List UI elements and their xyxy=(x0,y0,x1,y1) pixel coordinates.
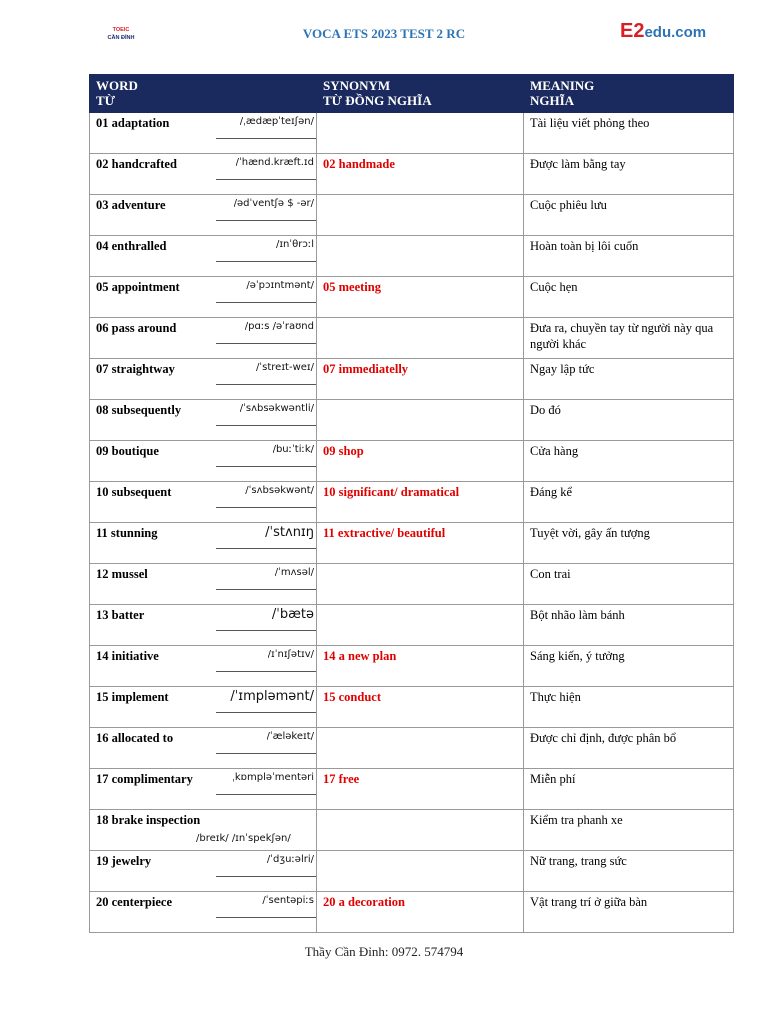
meaning-text: Được chỉ định, được phân bổ xyxy=(530,731,677,745)
table-row xyxy=(90,277,734,318)
ipa-text: /ˈhænd.kræft.ɪd xyxy=(235,157,314,168)
meaning-text: Cuộc hẹn xyxy=(530,280,578,294)
table-row xyxy=(90,441,734,482)
ipa-underline xyxy=(216,466,316,467)
synonym-cell xyxy=(317,441,524,482)
logo-e2: E2 xyxy=(620,20,645,42)
meaning-text: Cuộc phiêu lưu xyxy=(530,198,607,212)
synonym-cell xyxy=(317,359,524,400)
meaning-text: Do đó xyxy=(530,403,561,417)
meaning-text: Đáng kể xyxy=(530,485,572,499)
ipa-text: /ˈdʒuːəlri/ xyxy=(266,854,314,865)
ipa-text: /ˈsʌbsəkwəntli/ xyxy=(239,403,314,414)
meaning-text: Bột nhão làm bánh xyxy=(530,608,625,622)
word-text: 14 initiative xyxy=(96,649,159,663)
synonym-cell xyxy=(317,892,524,933)
synonym-text: 17 free xyxy=(323,772,360,786)
table-row xyxy=(90,851,734,892)
synonym-cell xyxy=(317,687,524,728)
meaning-cell xyxy=(524,523,734,564)
word-cell xyxy=(90,605,317,646)
meaning-cell xyxy=(524,441,734,482)
meaning-cell xyxy=(524,236,734,277)
word-cell xyxy=(90,892,317,933)
table-row xyxy=(90,728,734,769)
word-cell xyxy=(90,769,317,810)
meaning-cell xyxy=(524,400,734,441)
meaning-cell xyxy=(524,728,734,769)
ipa-text: /buːˈtiːk/ xyxy=(272,444,314,455)
word-cell xyxy=(90,154,317,195)
word-text: 06 pass around xyxy=(96,321,177,335)
word-cell xyxy=(90,277,317,318)
ipa-underline xyxy=(216,425,316,426)
ipa-text: /ˈsentəpiːs xyxy=(262,895,314,906)
header-synonym-vi: TỪ ĐỒNG NGHĨA xyxy=(323,93,432,108)
table-row xyxy=(90,236,734,277)
word-cell xyxy=(90,113,317,154)
table-row xyxy=(90,810,734,851)
synonym-text: 20 a decoration xyxy=(323,895,405,909)
header-meaning-en: MEANING xyxy=(530,78,595,93)
synonym-cell xyxy=(317,769,524,810)
meaning-text: Nữ trang, trang sức xyxy=(530,854,627,868)
meaning-cell xyxy=(524,359,734,400)
meaning-text: Sáng kiến, ý tưởng xyxy=(530,649,625,663)
word-text: 16 allocated to xyxy=(96,731,174,745)
table-row xyxy=(90,892,734,933)
meaning-cell xyxy=(524,851,734,892)
header-word-en: WORD xyxy=(96,78,138,93)
table-row xyxy=(90,523,734,564)
ipa-text: /ˌædæpˈteɪʃən/ xyxy=(239,116,314,127)
meaning-cell xyxy=(524,195,734,236)
table-row xyxy=(90,564,734,605)
table-row xyxy=(90,154,734,195)
meaning-text: Hoàn toàn bị lôi cuốn xyxy=(530,239,639,253)
ipa-underline xyxy=(216,794,316,795)
synonym-cell xyxy=(317,728,524,769)
synonym-cell xyxy=(317,564,524,605)
synonym-text: 05 meeting xyxy=(323,280,381,294)
ipa-text: /ɪnˈθrɔːl xyxy=(275,239,314,250)
word-cell xyxy=(90,646,317,687)
ipa-underline xyxy=(216,384,316,385)
ipa-text: /ədˈventʃə $ -ər/ xyxy=(233,198,314,209)
table-row xyxy=(90,195,734,236)
synonym-cell xyxy=(317,236,524,277)
table-row xyxy=(90,359,734,400)
word-cell xyxy=(90,810,317,851)
logo-line-1: TOEIC xyxy=(112,27,130,33)
ipa-underline xyxy=(216,261,316,262)
meaning-text: Ngay lập tức xyxy=(530,362,595,376)
ipa-underline xyxy=(216,507,316,508)
ipa-underline xyxy=(216,712,316,713)
header-synonym-en: SYNONYM xyxy=(323,78,391,93)
word-text: 04 enthralled xyxy=(96,239,167,253)
table-row xyxy=(90,113,734,154)
word-text: 05 appointment xyxy=(96,280,180,294)
word-cell xyxy=(90,441,317,482)
ipa-text: ˌkɒmpləˈmentəri xyxy=(232,772,314,783)
meaning-cell xyxy=(524,318,734,359)
ipa-underline xyxy=(216,220,316,221)
header-meaning xyxy=(524,75,734,113)
word-text: 19 jewelry xyxy=(96,854,152,868)
meaning-cell xyxy=(524,769,734,810)
word-cell xyxy=(90,482,317,523)
word-cell xyxy=(90,687,317,728)
word-text: 11 stunning xyxy=(96,526,158,540)
word-cell xyxy=(90,195,317,236)
word-text: 12 mussel xyxy=(96,567,148,581)
meaning-cell xyxy=(524,154,734,195)
ipa-text: /ɪˈnɪʃətɪv/ xyxy=(267,649,314,660)
synonym-text: 02 handmade xyxy=(323,157,395,171)
synonym-cell xyxy=(317,646,524,687)
word-cell xyxy=(90,400,317,441)
ipa-text: /pɑːs /əˈraʊnd xyxy=(244,321,314,332)
table-row xyxy=(90,646,734,687)
ipa-text: /ˈstreɪt-weɪ/ xyxy=(256,362,314,373)
word-cell xyxy=(90,564,317,605)
page-title: VOCA ETS 2023 TEST 2 RC xyxy=(302,26,466,41)
meaning-text: Kiểm tra phanh xe xyxy=(530,813,623,827)
ipa-underline xyxy=(216,343,316,344)
table-row xyxy=(90,769,734,810)
header-meaning-vi: NGHĨA xyxy=(530,93,575,108)
ipa-underline xyxy=(216,671,316,672)
synonym-text: 07 immediatelly xyxy=(323,362,409,376)
word-cell xyxy=(90,318,317,359)
meaning-text: Thực hiện xyxy=(530,690,581,704)
word-text: 15 implement xyxy=(96,690,169,704)
word-text: 10 subsequent xyxy=(96,485,172,499)
meaning-text: Tài liệu viết phỏng theo xyxy=(530,116,650,130)
synonym-text: 11 extractive/ beautiful xyxy=(323,526,446,540)
word-cell xyxy=(90,523,317,564)
ipa-text: /ˈæləkeɪt/ xyxy=(266,731,314,742)
word-text: 17 complimentary xyxy=(96,772,193,786)
synonym-cell xyxy=(317,113,524,154)
meaning-text: Đưa ra, chuyền tay từ người này qua người khác xyxy=(530,321,714,351)
table-row xyxy=(90,400,734,441)
meaning-cell xyxy=(524,646,734,687)
word-text: 07 straightway xyxy=(96,362,175,376)
header-word-vi: TỪ xyxy=(96,93,116,108)
logo-line-2: CẦN ĐỈNH xyxy=(107,35,135,41)
meaning-text: Cửa hàng xyxy=(530,444,579,458)
word-cell xyxy=(90,236,317,277)
ipa-underline xyxy=(216,630,316,631)
ipa-underline xyxy=(216,876,316,877)
ipa-text: /ˈstʌnɪŋ xyxy=(265,525,314,540)
meaning-text: Con trai xyxy=(530,567,571,581)
ipa-underline xyxy=(216,179,316,180)
vocabulary-table xyxy=(89,74,734,933)
header-synonym xyxy=(317,75,524,113)
logo-edu: edu.com xyxy=(644,24,707,41)
word-text: 13 batter xyxy=(96,608,145,622)
word-text: 02 handcrafted xyxy=(96,157,177,171)
word-text: 20 centerpiece xyxy=(96,895,173,909)
meaning-cell xyxy=(524,113,734,154)
table-header-row xyxy=(90,75,734,113)
ipa-underline xyxy=(216,302,316,303)
word-text: 09 boutique xyxy=(96,444,159,458)
synonym-cell xyxy=(317,195,524,236)
synonym-text: 15 conduct xyxy=(323,690,381,704)
synonym-text: 10 significant/ dramatical xyxy=(323,485,460,499)
ipa-underline xyxy=(216,138,316,139)
synonym-cell xyxy=(317,523,524,564)
table-row xyxy=(90,605,734,646)
ipa-text: /breɪk/ /ɪnˈspekʃən/ xyxy=(196,833,291,844)
word-text: 01 adaptation xyxy=(96,116,170,130)
table-row xyxy=(90,318,734,359)
meaning-text: Tuyệt vời, gây ấn tượng xyxy=(530,526,650,540)
synonym-text: 14 a new plan xyxy=(323,649,397,663)
meaning-cell xyxy=(524,564,734,605)
table-row xyxy=(90,687,734,728)
meaning-cell xyxy=(524,277,734,318)
word-cell xyxy=(90,359,317,400)
synonym-cell xyxy=(317,605,524,646)
meaning-text: Miễn phí xyxy=(530,772,576,786)
footer-contact: Thầy Cần Đỉnh: 0972. 574794 xyxy=(304,944,464,959)
meaning-text: Vật trang trí ở giữa bàn xyxy=(530,895,648,909)
synonym-cell xyxy=(317,318,524,359)
ipa-text: /ˈsʌbsəkwənt/ xyxy=(245,485,314,496)
e2edu-logo xyxy=(620,20,706,43)
ipa-text: /ˈmʌsəl/ xyxy=(274,567,314,578)
word-cell xyxy=(90,851,317,892)
synonym-cell xyxy=(317,154,524,195)
synonym-cell xyxy=(317,400,524,441)
table-row xyxy=(90,482,734,523)
word-text: 08 subsequently xyxy=(96,403,182,417)
meaning-cell xyxy=(524,605,734,646)
meaning-cell xyxy=(524,482,734,523)
synonym-cell xyxy=(317,482,524,523)
ipa-underline xyxy=(216,753,316,754)
meaning-cell xyxy=(524,892,734,933)
synonym-cell xyxy=(317,810,524,851)
ipa-underline xyxy=(216,917,316,918)
ipa-text: /ˈbætə xyxy=(271,607,314,622)
meaning-cell xyxy=(524,687,734,728)
word-text: 18 brake inspection xyxy=(96,813,201,827)
ipa-underline xyxy=(216,589,316,590)
word-cell xyxy=(90,728,317,769)
ipa-text: /əˈpɔɪntmənt/ xyxy=(246,280,314,291)
word-text: 03 adventure xyxy=(96,198,166,212)
header-word xyxy=(90,75,317,113)
meaning-cell xyxy=(524,810,734,851)
synonym-text: 09 shop xyxy=(323,444,364,458)
synonym-cell xyxy=(317,851,524,892)
meaning-text: Được làm bằng tay xyxy=(530,157,626,171)
ipa-text: /ˈɪmpləmənt/ xyxy=(230,689,314,704)
synonym-cell xyxy=(317,277,524,318)
ipa-underline xyxy=(216,548,316,549)
